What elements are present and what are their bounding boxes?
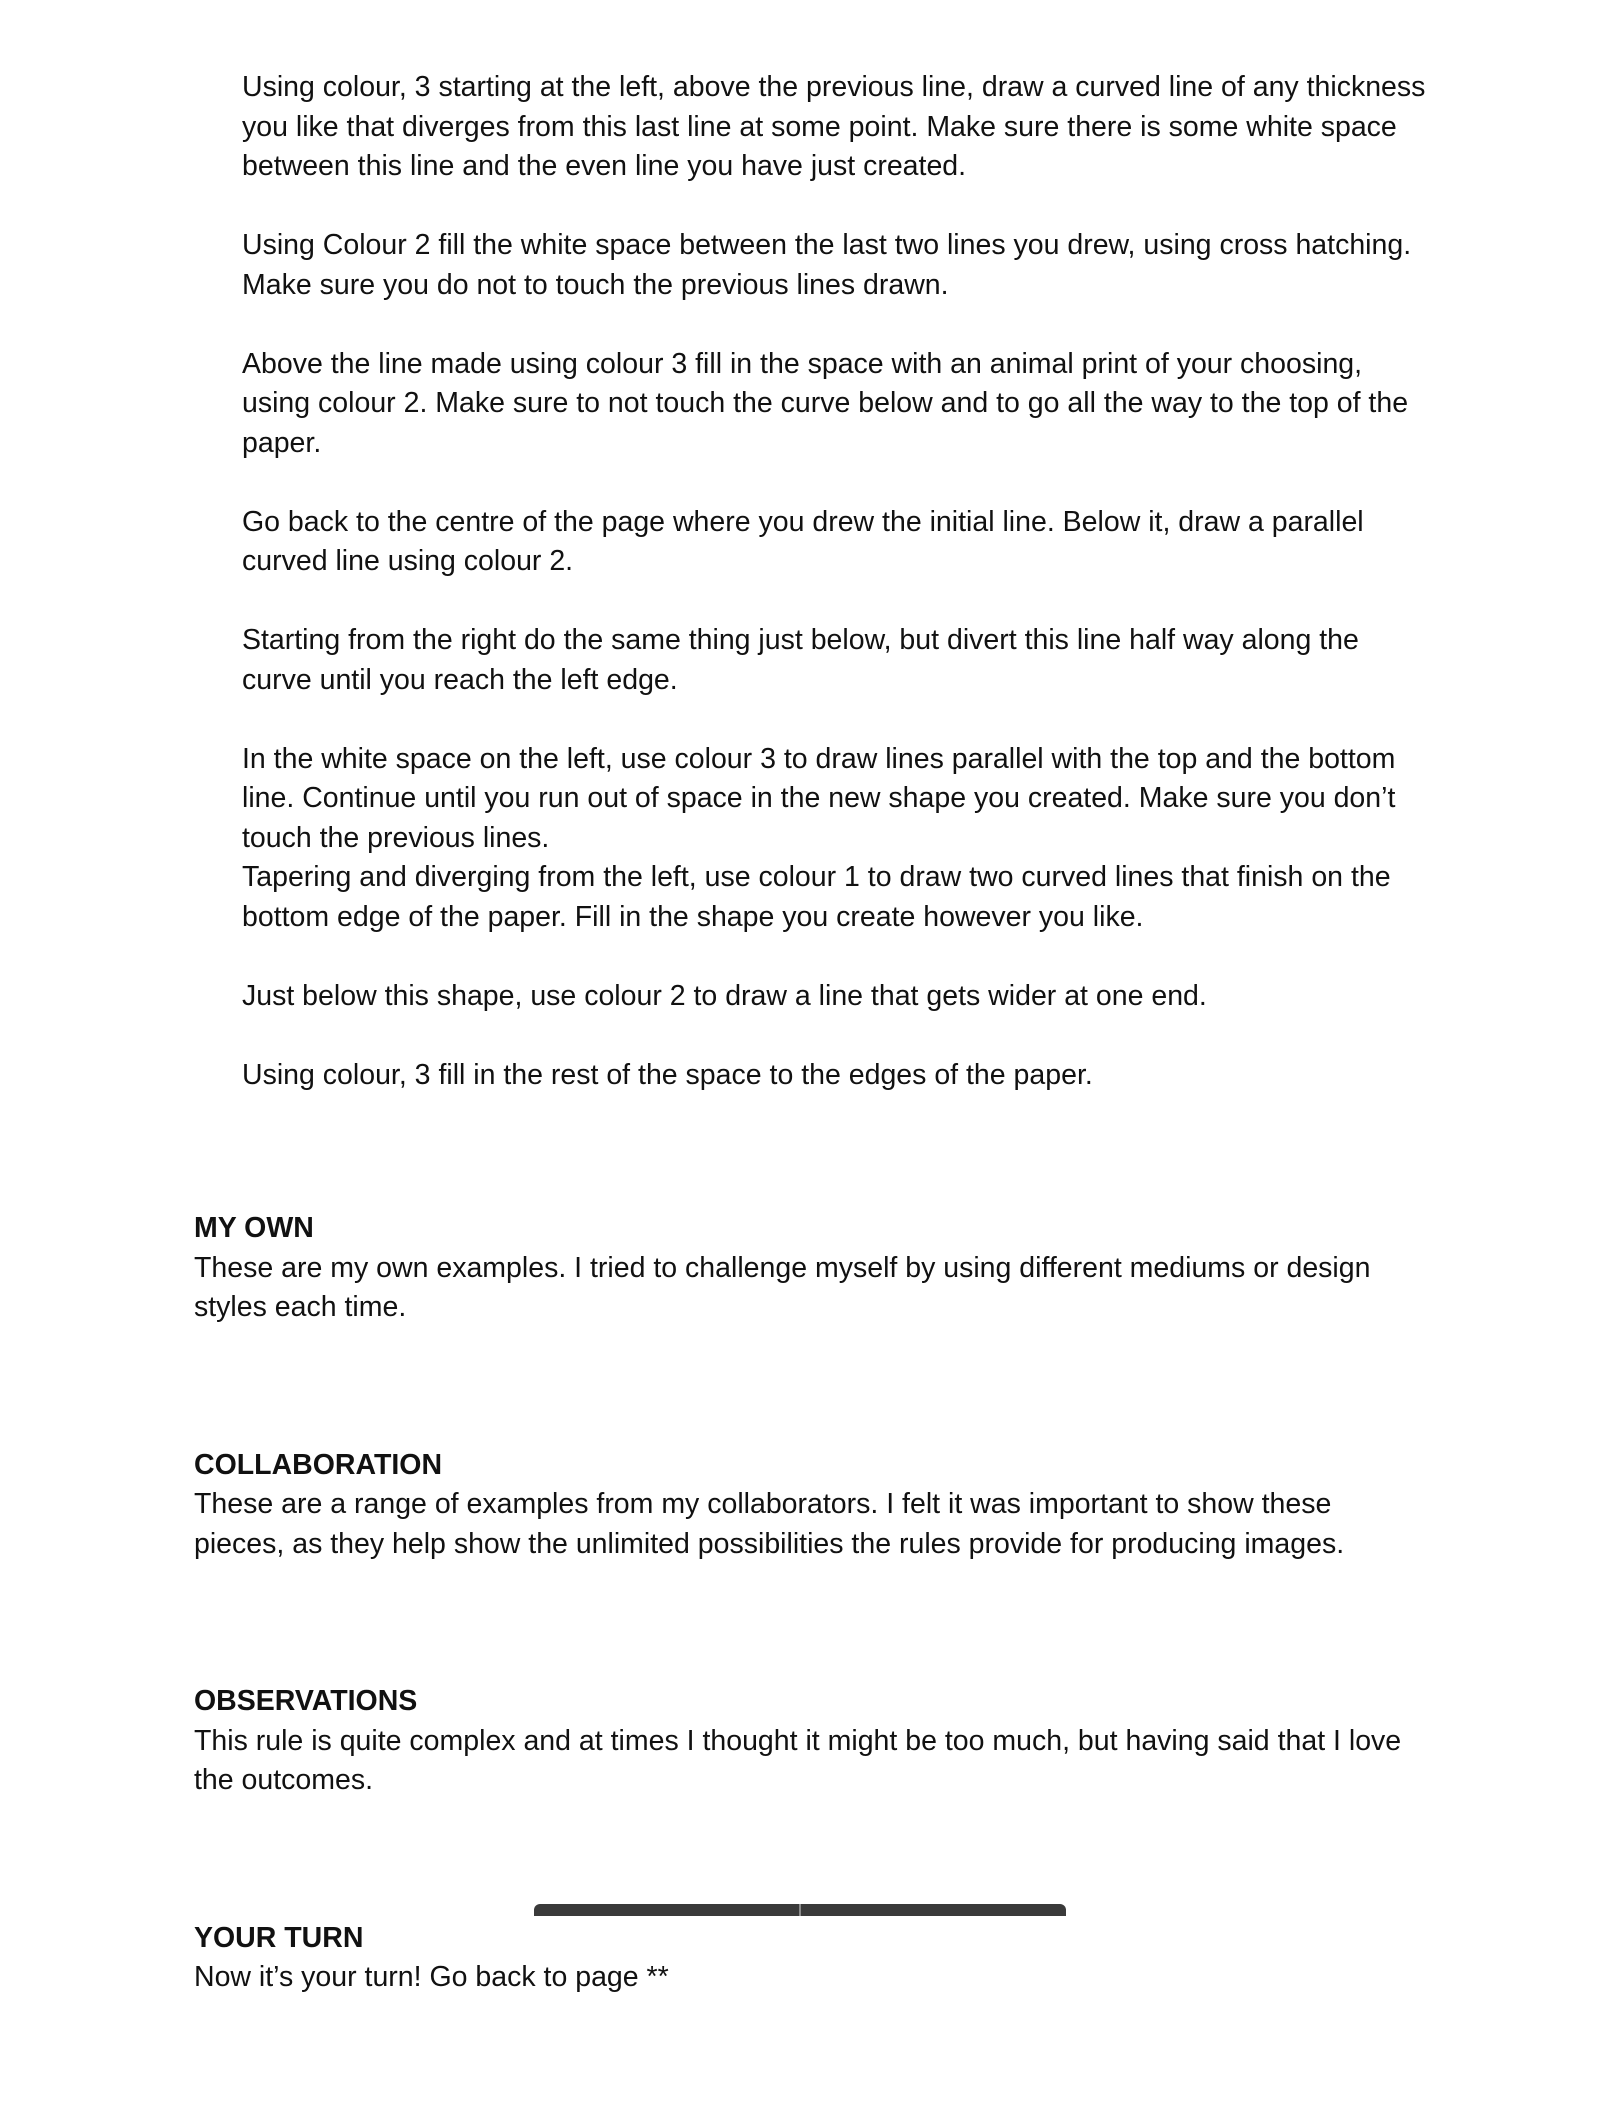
- section-your-turn: [194, 1919, 1424, 1998]
- instruction-paragraph: Just below this shape, use colour 2 to draw a line that gets wider at one end.: [242, 979, 1207, 1012]
- section-heading: YOUR TURN: [194, 1921, 364, 1954]
- instruction-paragraph: Using colour, 3 starting at the left, above the previous line, draw a curved line of any thickness you like that diverges from this last line at some point. Make sure there is some white space between this line and the even line you have just created.: [242, 71, 1426, 182]
- section-heading: MY OWN: [194, 1212, 314, 1244]
- section-collaboration: [194, 1446, 1424, 1565]
- toolbar-right-segment[interactable]: [801, 1904, 1066, 1916]
- instruction-paragraph: Using Colour 2 fill the white space between the last two lines you drew, using cross hatching. Make sure you do not to touch the previous lines drawn.: [242, 229, 1412, 301]
- section-my-own: [194, 1209, 1424, 1328]
- instruction-paragraph: Using colour, 3 fill in the rest of the space to the edges of the paper.: [242, 1058, 1093, 1091]
- instruction-paragraph: Go back to the centre of the page where you drew the initial line. Below it, draw a parallel curved line using colour 2.: [242, 505, 1364, 577]
- section-observations: [194, 1682, 1424, 1801]
- instruction-list: [242, 68, 1432, 1135]
- section-body: These are my own examples. I tried to challenge myself by using different mediums or design styles each time.: [194, 1251, 1371, 1323]
- section-heading: OBSERVATIONS: [194, 1685, 418, 1717]
- section-body: These are a range of examples from my collaborators. I felt it was important to show these pieces, as they help show the unlimited possibilities the rules provide for producing images.: [194, 1488, 1345, 1560]
- instruction-paragraph: Tapering and diverging from the left, use colour 1 to draw two curved lines that finish on the bottom edge of the paper. Fill in the shape you create however you like.: [242, 861, 1391, 933]
- sections: [194, 1209, 1424, 2116]
- section-body: Now it’s your turn! Go back to page **: [194, 1961, 669, 1993]
- section-heading: COLLABORATION: [194, 1448, 443, 1481]
- instruction-paragraph: Starting from the right do the same thing just below, but divert this line half way along the curve until you reach the left edge.: [242, 624, 1359, 696]
- section-body: This rule is quite complex and at times I thought it might be too much, but having said that I love the outcomes.: [194, 1724, 1402, 1796]
- instruction-paragraph: In the white space on the left, use colour 3 to draw lines parallel with the top and the bottom line. Continue until you run out of space in the new shape you created. Make sure you don’t touch the previous lines.: [242, 742, 1396, 854]
- page-toolbar[interactable]: [534, 1904, 1066, 1916]
- instruction-paragraph: Above the line made using colour 3 fill in the space with an animal print of your choosing, using colour 2. Make sure to not touch the curve below and to go all the way to the top of the paper.: [242, 347, 1409, 459]
- toolbar-left-segment[interactable]: [534, 1904, 799, 1916]
